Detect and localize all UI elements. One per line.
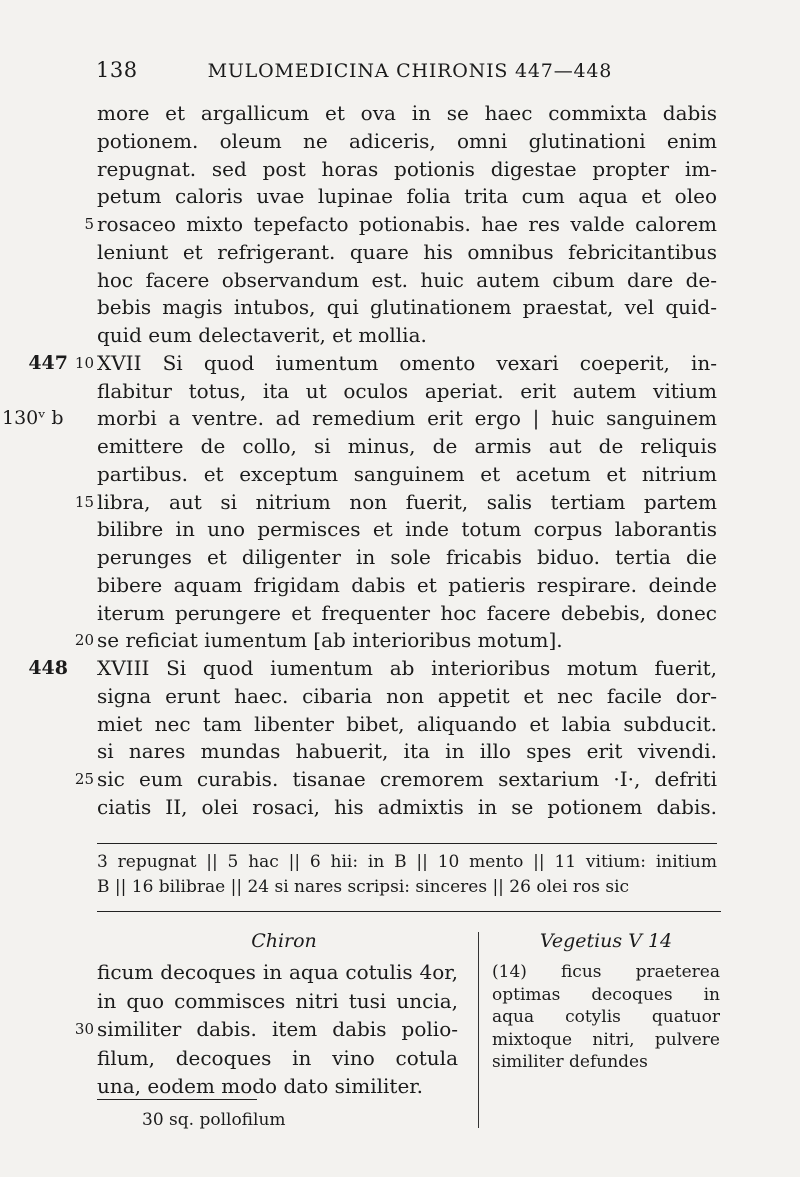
line-text: bilibre in uno permisces et inde totum corpus laborantis xyxy=(97,517,717,542)
text-line xyxy=(0,294,800,322)
text-line xyxy=(0,267,800,295)
line-text: bebis magis intubos, qui glutinationem praestat, vel quid- xyxy=(97,295,717,320)
line-text: rosaceo mixto tepefacto potionabis. hae res valde calorem xyxy=(97,212,717,236)
text-line xyxy=(0,683,800,711)
text-line xyxy=(0,516,800,544)
chiron-note-rule xyxy=(97,1099,257,1100)
vegetius-line: aqua cotylis quatuor xyxy=(492,1007,720,1027)
line-text: flabitur totus, ita ut oculos aperiat. erit autem vitium xyxy=(97,378,717,403)
line-number: 15 xyxy=(74,492,94,511)
text-line xyxy=(0,600,800,628)
text-line xyxy=(0,544,800,572)
vegetius-line: mixtoque nitri, pulvere xyxy=(492,1029,720,1050)
line-text: si nares mundas habuerit, ita in illo spes erit vivendi. xyxy=(97,739,717,764)
chiron-line xyxy=(0,1072,480,1101)
line-text: filum, decoques in vino cotula xyxy=(97,1045,458,1070)
line-text: iterum perungere et frequenter hoc facere debebis, donec xyxy=(97,600,717,625)
line-text: repugnat. sed post horas potionis digestae propter im- xyxy=(97,156,717,181)
vegetius-line: similiter defundes xyxy=(492,1052,648,1072)
line-number: 30 xyxy=(74,1020,94,1038)
line-text: ficum decoques in aqua cotulis 4or, xyxy=(97,960,458,984)
line-text: signa erunt haec. cibaria non appetit et nec facile dor- xyxy=(97,683,717,708)
chiron-line xyxy=(0,987,480,1016)
chiron-note: 30 sq. pollofilum xyxy=(142,1110,286,1130)
line-text: emittere de collo, si minus, de armis aut de reliquis xyxy=(97,434,717,458)
text-line xyxy=(0,183,800,211)
text-line xyxy=(0,655,800,683)
running-title: MULOMEDICINA CHIRONIS 447—448 xyxy=(207,60,613,82)
text-line xyxy=(0,627,800,655)
vegetius-heading: Vegetius V 14 xyxy=(539,930,673,952)
line-number: 20 xyxy=(74,631,94,650)
text-line xyxy=(0,711,800,739)
line-number: 5 xyxy=(84,215,94,233)
vegetius-column xyxy=(492,961,720,1074)
text-line xyxy=(0,239,800,267)
text-line xyxy=(0,128,800,156)
text-line xyxy=(0,461,800,489)
main-text xyxy=(0,100,800,822)
running-header xyxy=(96,58,716,82)
text-line xyxy=(0,489,800,517)
line-text: perunges et diligenter in sole fricabis biduo. tertia die xyxy=(97,545,717,569)
apparatus-rule xyxy=(97,843,717,844)
line-text: XVIII Si quod iumentum ab interioribus motum fuerit, xyxy=(97,656,717,680)
line-text: hoc facere observandum est. huic autem cibum dare de- xyxy=(97,267,717,292)
line-text: bibere aquam frigidam dabis et patieris respirare. deinde xyxy=(97,572,717,597)
chiron-column xyxy=(0,958,480,1101)
vegetius-line: optimas decoques in xyxy=(492,984,720,1005)
line-text: ciatis II, olei rosaci, his admixtis in se potionem dabis. xyxy=(97,794,717,819)
text-line xyxy=(0,378,800,406)
line-text: petum caloris uvae lupinae folia trita cum aqua et oleo xyxy=(97,184,717,209)
text-line xyxy=(0,156,800,184)
line-text: similiter dabis. item dabis polio- xyxy=(97,1017,458,1041)
folio-marker: 130ᵛ b xyxy=(2,407,64,430)
text-line xyxy=(0,405,800,433)
line-number: 10 xyxy=(74,353,94,372)
line-text: XVII Si quod iumentum omento vexari coeperit, in- xyxy=(97,350,717,375)
text-line xyxy=(0,766,800,794)
text-line xyxy=(0,100,800,128)
section-number: 448 xyxy=(28,657,68,679)
line-number: 25 xyxy=(74,770,94,788)
line-text: sic eum curabis. tisanae cremorem sextarium ·I·, defriti xyxy=(97,767,717,791)
line-text: morbi a ventre. ad remedium erit ergo | huic sanguinem xyxy=(97,406,717,431)
text-line xyxy=(0,794,800,822)
chiron-heading: Chiron xyxy=(251,930,317,952)
text-line xyxy=(0,322,800,350)
line-text: libra, aut si nitrium non fuerit, salis tertiam partem xyxy=(97,489,717,514)
text-line xyxy=(0,433,800,461)
line-text: miet nec tam libenter bibet, aliquando et labia subducit. xyxy=(97,711,717,736)
chiron-line xyxy=(0,1015,480,1044)
section-rule xyxy=(97,911,721,912)
apparatus-line: 3 repugnat || 5 hac || 6 hii: in B || 10 mento || 11 vitium: initium xyxy=(97,852,717,872)
line-text: more et argallicum et ova in se haec commixta dabis xyxy=(97,101,717,125)
page-number: 138 xyxy=(96,58,138,82)
line-text: se reficiat iumentum [ab interioribus motum]. xyxy=(97,628,563,653)
line-text: partibus. et exceptum sanguinem et acetum et nitrium xyxy=(97,461,717,486)
text-line xyxy=(0,572,800,600)
line-text: quid eum delectaverit, et mollia. xyxy=(97,323,427,347)
line-text: in quo commisces nitri tusi uncia, xyxy=(97,988,458,1013)
chiron-line xyxy=(0,1044,480,1073)
apparatus-line: B || 16 bilibrae || 24 si nares scripsi: sinceres || 26 olei ros sic xyxy=(97,877,630,897)
line-text: leniunt et refrigerant. quare his omnibus febricitantibus xyxy=(97,239,717,264)
vegetius-line: (14) ficus praeterea xyxy=(492,962,720,982)
text-line xyxy=(0,738,800,766)
critical-apparatus xyxy=(97,850,717,900)
line-text: potionem. oleum ne adiceris, omni glutinationi enim xyxy=(97,128,717,153)
text-line xyxy=(0,350,800,378)
section-number: 447 xyxy=(28,351,68,374)
chiron-line xyxy=(0,958,480,987)
line-text: una, eodem modo dato similiter. xyxy=(97,1074,424,1098)
text-line xyxy=(0,211,800,239)
